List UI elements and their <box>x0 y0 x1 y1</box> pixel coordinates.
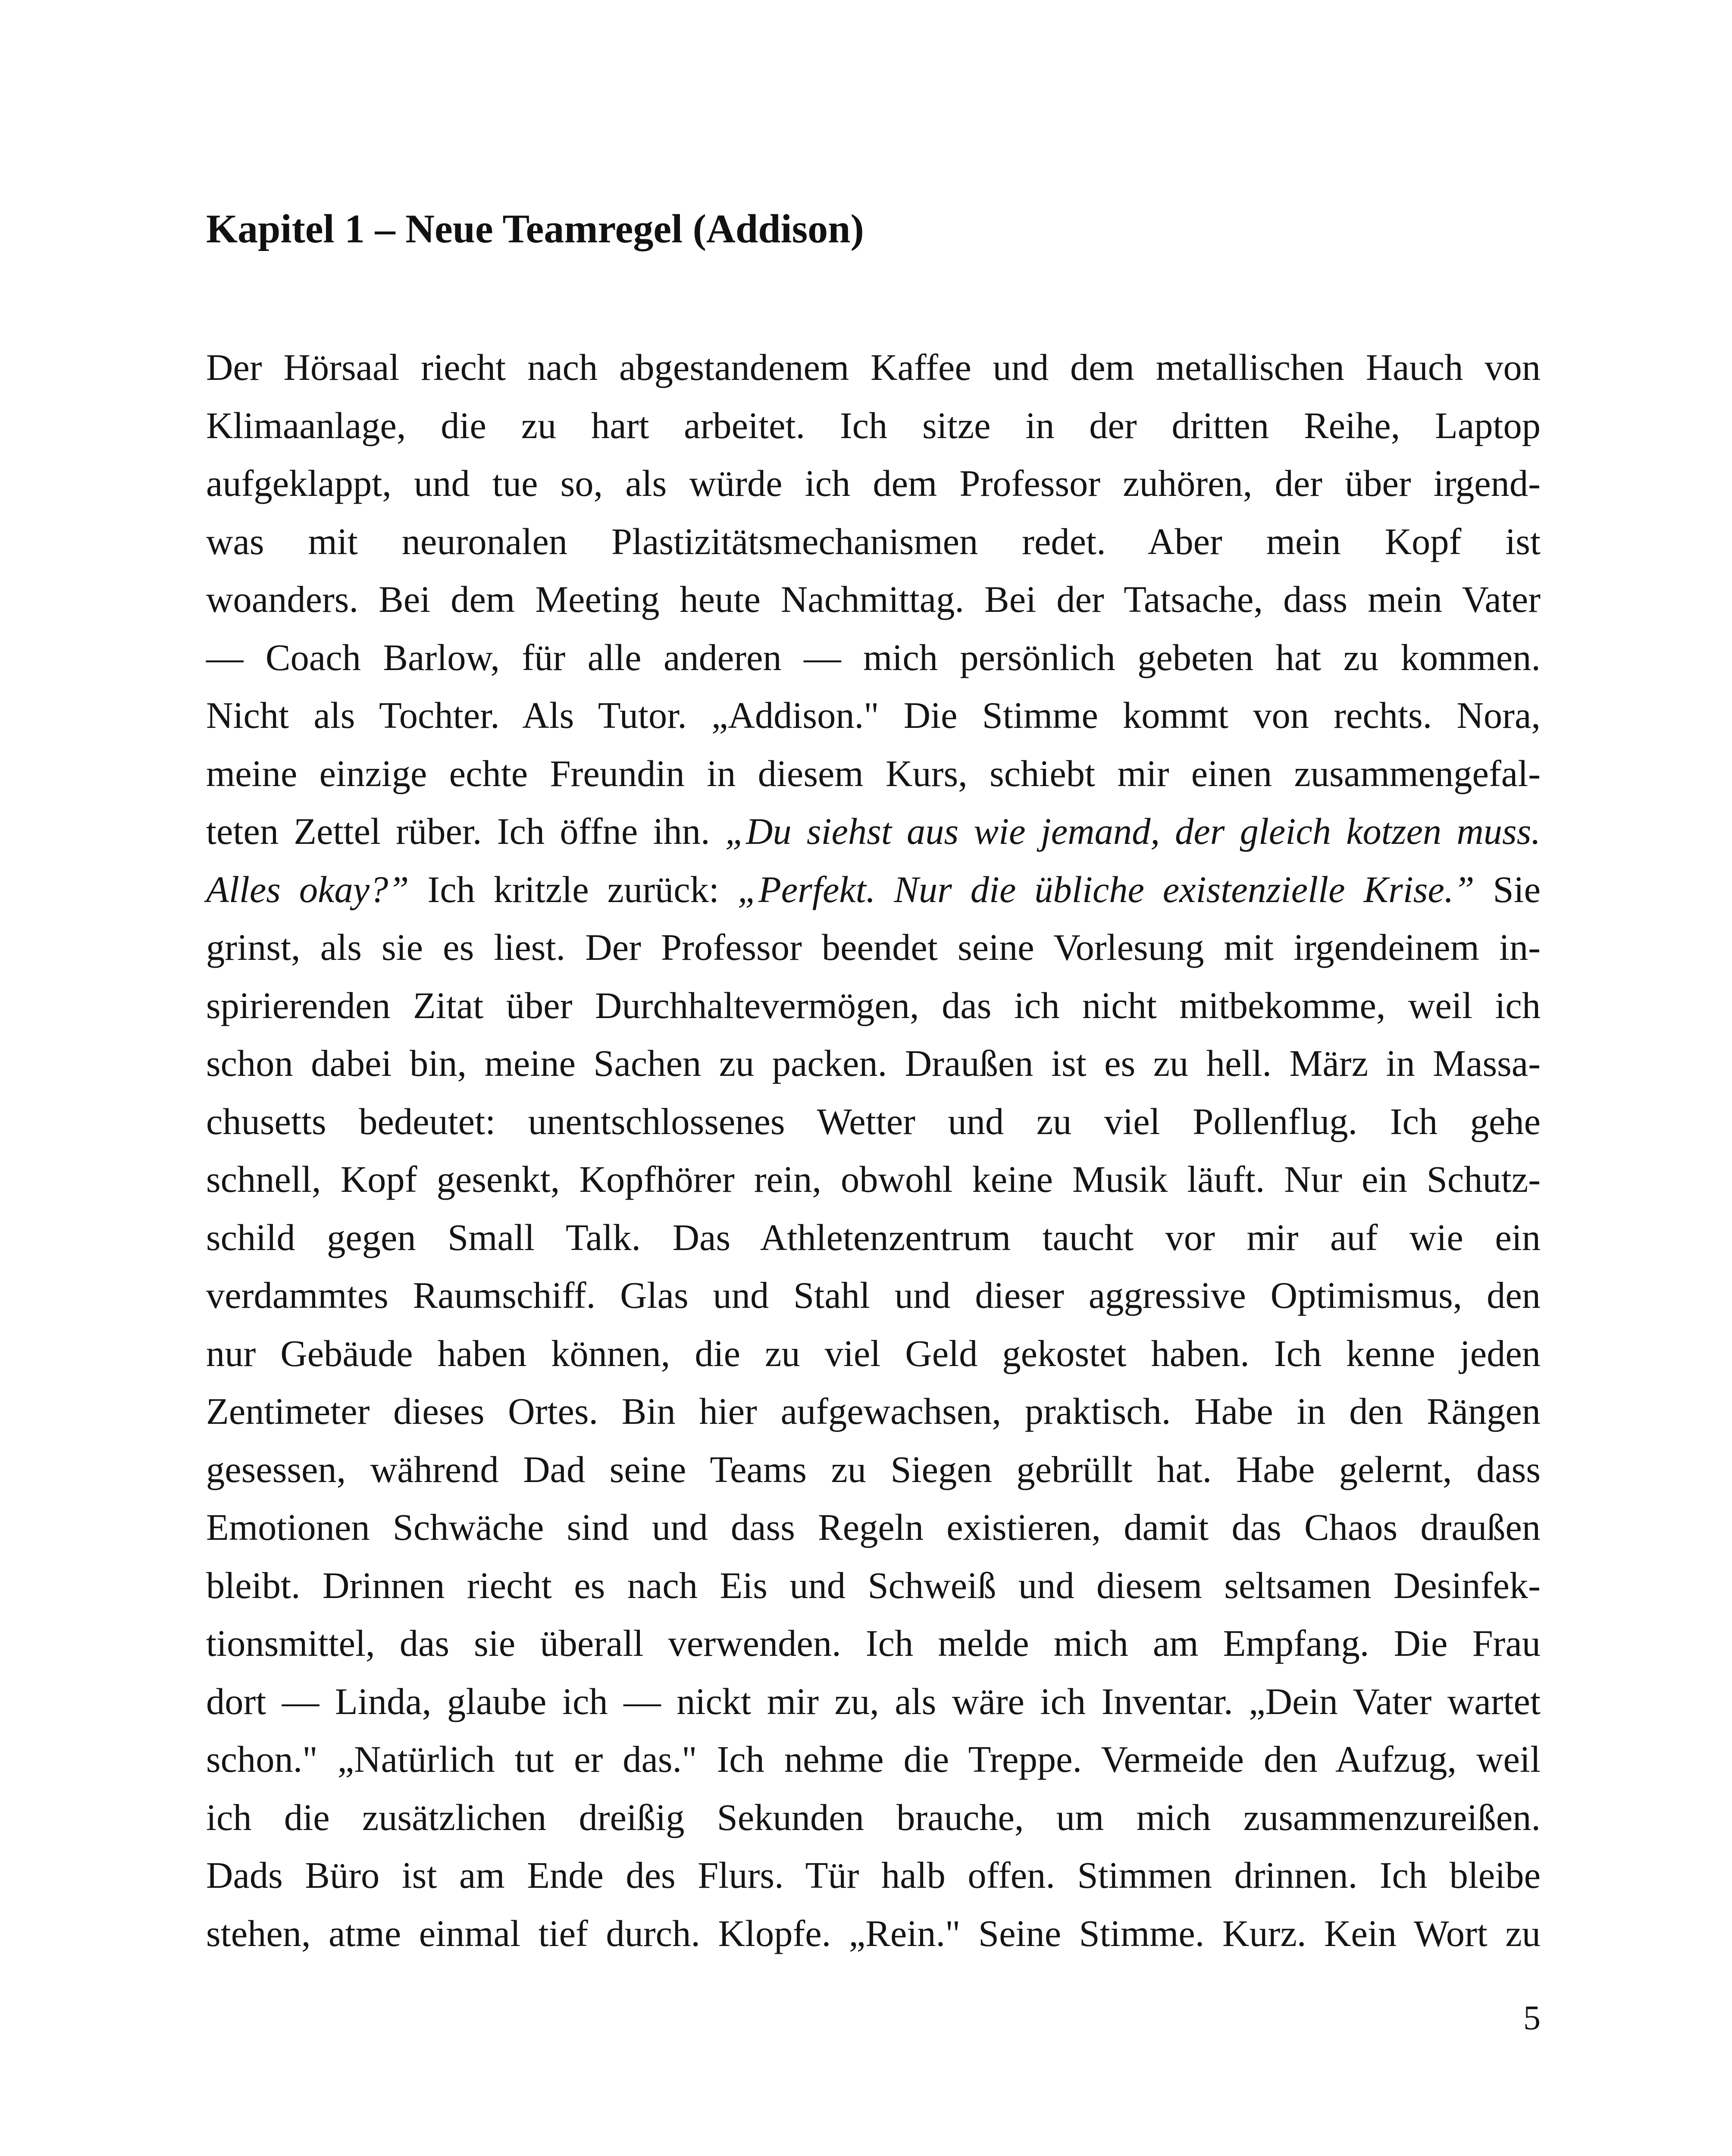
text-segment: Sie <box>1474 868 1541 910</box>
note-text: „Du siehst aus wie jemand, der gleich kotzen muss. <box>725 811 1541 852</box>
chapter-title: Kapitel 1 – Neue Teamregel (Addison) <box>206 207 864 251</box>
text-line: tionsmittel, das sie überall verwenden. Ich melde mich am Empfang. Die Frau <box>206 1623 1541 1664</box>
text-line: gesessen, während Dad seine Teams zu Siegen gebrüllt hat. Habe gelernt, dass <box>206 1448 1541 1490</box>
reply-note-text: „Perfekt. Nur die übliche existenzielle Krise.” <box>737 868 1475 910</box>
text-line: stehen, atme einmal tief durch. Klopfe. „Rein." Seine Stimme. Kurz. Kein Wort zu <box>206 1912 1541 1954</box>
text-line-with-note <box>206 861 1541 919</box>
text-line: Emotionen Schwäche sind und dass Regeln existieren, damit das Chaos draußen <box>206 1507 1541 1548</box>
text-line: spirierenden Zitat über Durchhaltevermögen, das ich nicht mitbekomme, weil ich <box>206 984 1541 1026</box>
body-text <box>206 338 1541 1962</box>
text-line: schild gegen Small Talk. Das Athletenzentrum taucht vor mir auf wie ein <box>206 1216 1541 1258</box>
text-line: schon." „Natürlich tut er das." Ich nehme die Treppe. Vermeide den Aufzug, weil <box>206 1739 1541 1780</box>
text-line: schnell, Kopf gesenkt, Kopfhörer rein, obwohl keine Musik läuft. Nur ein Schutz- <box>206 1159 1541 1200</box>
text-line: Klimaanlage, die zu hart arbeitet. Ich sitze in der dritten Reihe, Laptop <box>206 404 1541 446</box>
text-line: meine einzige echte Freundin in diesem Kurs, schiebt mir einen zusammengefal- <box>206 752 1541 794</box>
text-line: schon dabei bin, meine Sachen zu packen. Draußen ist es zu hell. März in Massa- <box>206 1043 1541 1084</box>
page-number: 5 <box>1523 1999 1541 2037</box>
text-line: Dads Büro ist am Ende des Flurs. Tür halb offen. Stimmen drinnen. Ich bleibe <box>206 1855 1541 1896</box>
text-line: woanders. Bei dem Meeting heute Nachmittag. Bei der Tatsache, dass mein Vater <box>206 579 1541 620</box>
text-line: bleibt. Drinnen riecht es nach Eis und Schweiß und diesem seltsamen Desinfek- <box>206 1564 1541 1606</box>
text-line: aufgeklappt, und tue so, als würde ich dem Professor zuhören, der über irgend- <box>206 463 1541 504</box>
text-line: Nicht als Tochter. Als Tutor. „Addison." Die Stimme kommt von rechts. Nora, <box>206 695 1541 736</box>
text-line: verdammtes Raumschiff. Glas und Stahl und dieser aggressive Optimismus, den <box>206 1275 1541 1316</box>
text-line: nur Gebäude haben können, die zu viel Geld gekostet haben. Ich kenne jeden <box>206 1332 1541 1374</box>
text-segment: teten Zettel rüber. Ich öffne ihn. <box>206 811 725 852</box>
text-line: Zentimeter dieses Ortes. Bin hier aufgewachsen, praktisch. Habe in den Rängen <box>206 1391 1541 1432</box>
text-line-with-note <box>206 802 1541 861</box>
text-line: ich die zusätzlichen dreißig Sekunden brauche, um mich zusammenzureißen. <box>206 1796 1541 1838</box>
text-line: chusetts bedeutet: unentschlossenes Wetter und zu viel Pollenflug. Ich gehe <box>206 1100 1541 1142</box>
text-line: grinst, als sie es liest. Der Professor beendet seine Vorlesung mit irgendeinem in- <box>206 927 1541 968</box>
text-line: — Coach Barlow, für alle anderen — mich persönlich gebeten hat zu kommen. <box>206 636 1541 678</box>
text-line: was mit neuronalen Plastizitätsmechanismen redet. Aber mein Kopf ist <box>206 520 1541 562</box>
text-line: dort — Linda, glaube ich — nickt mir zu, als wäre ich Inventar. „Dein Vater wartet <box>206 1680 1541 1722</box>
text-line: Der Hörsaal riecht nach abgestandenem Kaffee und dem metallischen Hauch von <box>206 347 1541 388</box>
note-text: Alles okay?” <box>206 868 409 910</box>
text-segment: Ich kritzle zurück: <box>409 868 738 910</box>
